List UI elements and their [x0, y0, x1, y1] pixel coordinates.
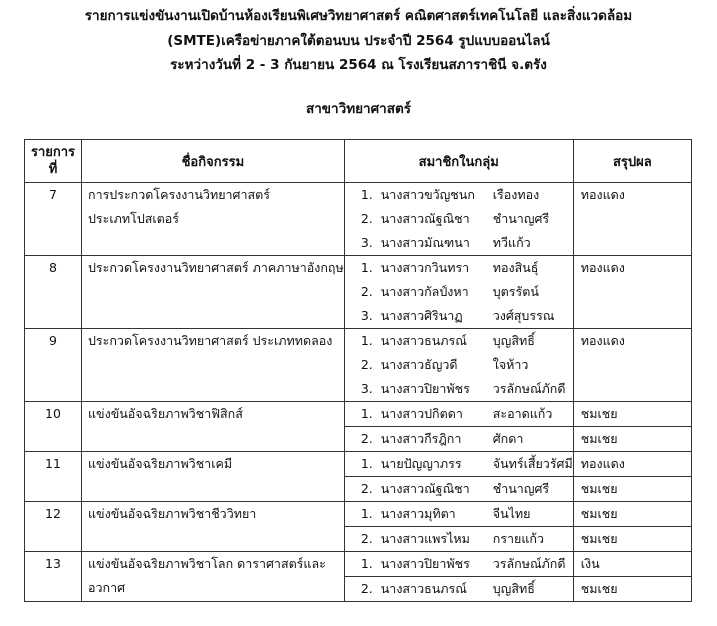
activity-line: แข่งขันอัจฉริยภาพวิชาชีววิทยา: [88, 506, 257, 521]
member-number: 1.: [360, 456, 373, 471]
activity-line: อวกาศ: [88, 580, 126, 595]
member-number: 2.: [360, 531, 373, 546]
activity-line: การประกวดโครงงานวิทยาศาสตร์: [88, 187, 270, 202]
member-number: 3.: [360, 235, 373, 250]
activity-line: ประกวดโครงงานวิทยาศาสตร์ ประเภททดลอง: [88, 333, 333, 348]
member-first-name: นางสาวขวัญชนก: [380, 187, 475, 202]
member-item: [345, 207, 573, 231]
member-first-name: นางสาวณัฐณิชา: [380, 481, 470, 496]
member-first-name: นางสาวณัฐณิชา: [380, 211, 470, 226]
member-last-name: วงศ์สุบรรณ: [492, 308, 555, 323]
result-cell: [573, 452, 691, 502]
member-item: [345, 552, 573, 576]
table-row: [25, 183, 692, 256]
member-first-name: นางสาวแพรไหม: [380, 531, 470, 546]
member-last-name: ทวีแก้ว: [492, 235, 531, 250]
document-title-line-2: (SMTE)เครือข่ายภาคใต้ตอนบน ประจำปี 2564 รูปแบบออนไลน์: [167, 33, 550, 49]
result-value: ชมเชย: [574, 426, 691, 451]
member-last-name: วรลักษณ์ภักดี: [492, 381, 566, 396]
member-last-name: ทองสินธุ์: [492, 260, 539, 275]
member-list: [344, 502, 573, 552]
result-cell: [573, 502, 691, 552]
row-number: 11: [25, 452, 82, 502]
row-number: 9: [25, 329, 82, 402]
member-first-name: นางสาวธัญวดี: [380, 357, 458, 372]
member-last-name: สะอาดแก้ว: [492, 406, 553, 421]
member-last-name: บุญสิทธิ์: [492, 581, 535, 596]
column-header-members: สมาชิกในกลุ่ม: [344, 140, 573, 183]
activity-line: ประกวดโครงงานวิทยาศาสตร์ ภาคภาษาอังกฤษ: [88, 260, 344, 275]
result-value: ชมเชย: [574, 476, 691, 501]
row-number: 12: [25, 502, 82, 552]
member-item: [345, 353, 573, 377]
result-value: เงิน: [580, 556, 600, 571]
activity-name: [82, 502, 345, 552]
member-number: 2.: [360, 481, 373, 496]
member-list: [344, 183, 573, 256]
result-value: ทองแดง: [580, 333, 625, 348]
member-first-name: นางสาวกวินทรา: [380, 260, 470, 275]
member-last-name: บุตรรัตน์: [492, 284, 539, 299]
results-table: [24, 139, 692, 602]
member-item: [345, 476, 573, 501]
member-last-name: เรืองทอง: [492, 187, 540, 202]
column-header-no: รายการ ที่: [25, 140, 82, 183]
member-first-name: นางสาวธนภรณ์: [380, 333, 467, 348]
result-value: ทองแดง: [580, 187, 625, 202]
table-row: [25, 502, 692, 552]
member-number: 1.: [360, 187, 373, 202]
member-item: [345, 256, 573, 280]
member-item: [345, 502, 573, 526]
activity-name: [82, 329, 345, 402]
document-title-line-1: รายการแข่งขันงานเปิดบ้านห้องเรียนพิเศษวิทยาศาสตร์ คณิตศาสตร์เทคโนโลยี และสิ่งแวดล้อม: [84, 8, 633, 24]
result-cell: [573, 329, 691, 402]
member-last-name: ชำนาญศรี: [492, 481, 550, 496]
result-cell: [573, 402, 691, 452]
member-first-name: นางสาวธนภรณ์: [380, 581, 467, 596]
member-first-name: นางสาวกัลป์งหา: [380, 284, 469, 299]
member-item: [345, 183, 573, 207]
member-item: [345, 329, 573, 353]
table-header-row: [25, 140, 692, 183]
row-number: 10: [25, 402, 82, 452]
table-row: [25, 256, 692, 329]
result-value: ทองแดง: [580, 456, 625, 471]
member-first-name: นางสาวปิยาพัชร: [380, 556, 470, 571]
member-last-name: จีนไทย: [492, 506, 531, 521]
member-list: [344, 552, 573, 602]
member-item: [345, 452, 573, 476]
table-row: [25, 452, 692, 502]
member-item: [345, 426, 573, 451]
member-number: 2.: [360, 211, 373, 226]
activity-line: แข่งขันอัจฉริยภาพวิชาเคมี: [88, 456, 233, 471]
activity-name: [82, 256, 345, 329]
member-item: [345, 402, 573, 426]
activity-name: [82, 402, 345, 452]
member-number: 1.: [360, 406, 373, 421]
member-item: [345, 576, 573, 601]
column-header-activity: ชื่อกิจกรรม: [82, 140, 345, 183]
result-value: ชมเชย: [580, 406, 618, 421]
member-first-name: นางสาวมัณฑนา: [380, 235, 470, 250]
member-number: 2.: [360, 431, 373, 446]
row-number: 8: [25, 256, 82, 329]
result-value: ชมเชย: [574, 576, 691, 601]
activity-line: แข่งขันอัจฉริยภาพวิชาโลก ดาราศาสตร์และ: [88, 556, 326, 571]
member-last-name: วรลักษณ์ภักดี: [492, 556, 566, 571]
member-first-name: นางสาวปกิตดา: [380, 406, 463, 421]
member-item: [345, 526, 573, 551]
member-last-name: จันทร์เสี้ยวรัศมี: [492, 456, 573, 471]
member-list: [344, 452, 573, 502]
member-number: 1.: [360, 556, 373, 571]
member-item: [345, 231, 573, 255]
member-last-name: ศักดา: [492, 431, 524, 446]
member-item: [345, 304, 573, 328]
member-list: [344, 329, 573, 402]
row-number: 7: [25, 183, 82, 256]
activity-name: [82, 552, 345, 602]
document-title-line-3: ระหว่างวันที่ 2 - 3 กันยายน 2564 ณ โรงเรียนสภาราชินี จ.ตรัง: [170, 57, 547, 73]
result-cell: [573, 552, 691, 602]
member-item: [345, 377, 573, 401]
member-number: 1.: [360, 506, 373, 521]
result-value: ชมเชย: [580, 506, 618, 521]
member-number: 2.: [360, 284, 373, 299]
section-heading: สาขาวิทยาศาสตร์: [305, 101, 411, 117]
member-first-name: นางสาวมุทิตา: [380, 506, 456, 521]
member-number: 1.: [360, 260, 373, 275]
member-number: 3.: [360, 381, 373, 396]
member-first-name: นางสาวศิรินาฏ: [380, 308, 463, 323]
member-number: 2.: [360, 357, 373, 372]
member-last-name: ชำนาญศรี: [492, 211, 550, 226]
result-value: ทองแดง: [580, 260, 625, 275]
column-header-result: สรุปผล: [573, 140, 691, 183]
result-value: ชมเชย: [574, 526, 691, 551]
member-number: 3.: [360, 308, 373, 323]
result-cell: [573, 183, 691, 256]
member-number: 1.: [360, 333, 373, 348]
member-item: [345, 280, 573, 304]
activity-name: [82, 452, 345, 502]
activity-name: [82, 183, 345, 256]
table-body: [25, 183, 692, 602]
result-cell: [573, 256, 691, 329]
table-row: [25, 402, 692, 452]
activity-line: แข่งขันอัจฉริยภาพวิชาฟิสิกส์: [88, 406, 243, 421]
row-number: 13: [25, 552, 82, 602]
member-last-name: กรายแก้ว: [492, 531, 545, 546]
member-first-name: นางสาวปิยาพัชร: [380, 381, 470, 396]
table-row: [25, 552, 692, 602]
member-first-name: นายปัญญาภรร: [380, 456, 462, 471]
member-number: 2.: [360, 581, 373, 596]
member-list: [344, 402, 573, 452]
activity-line: ประเภทโปสเตอร์: [88, 211, 180, 226]
member-last-name: ใจห้าว: [492, 357, 529, 372]
member-last-name: บุญสิทธิ์: [492, 333, 535, 348]
member-first-name: นางสาวกีรฎิกา: [380, 431, 462, 446]
member-list: [344, 256, 573, 329]
table-row: [25, 329, 692, 402]
